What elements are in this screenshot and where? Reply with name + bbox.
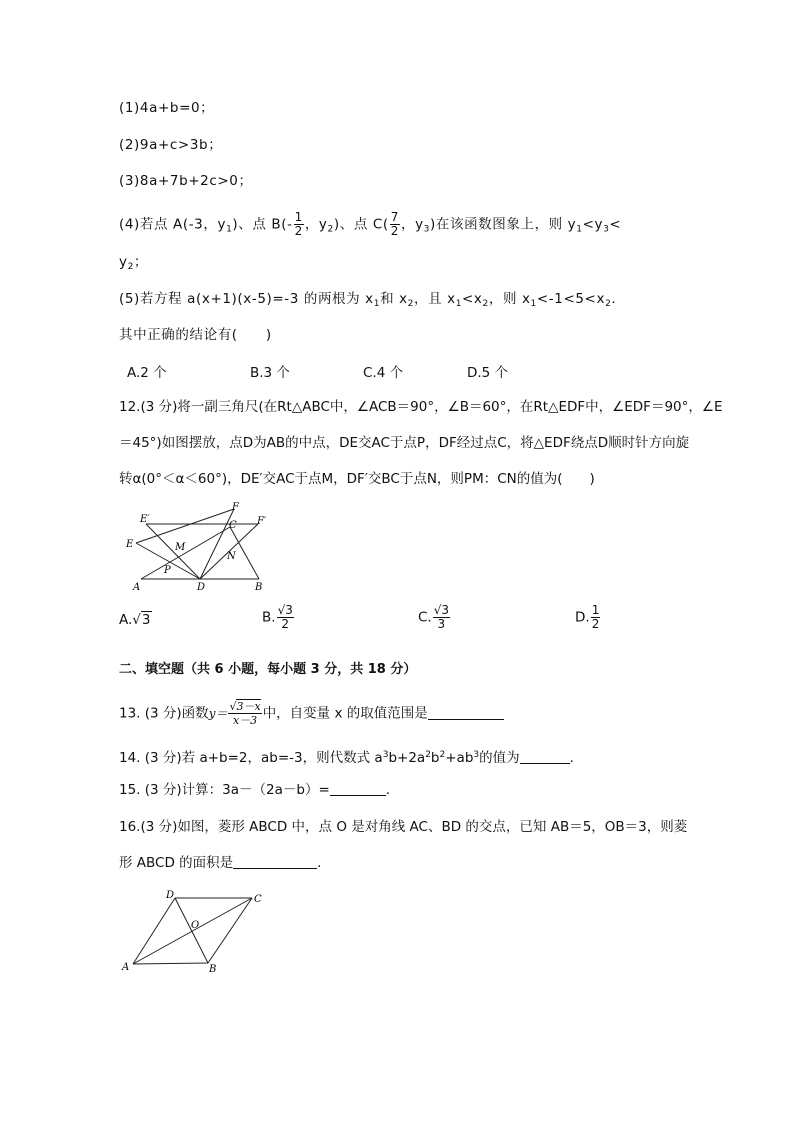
text: .: [569, 750, 574, 766]
subscript: 1: [530, 299, 537, 309]
text: 的值为: [479, 750, 520, 766]
fraction: [277, 604, 294, 631]
text: ，y: [304, 216, 328, 233]
numerator: √3: [433, 603, 450, 617]
subscript: 1: [226, 224, 233, 235]
label-o: O: [191, 920, 200, 931]
label-c: C: [254, 894, 262, 905]
q12-option-a[interactable]: [119, 612, 152, 628]
radicand: 3: [141, 612, 151, 628]
text: ，y: [400, 216, 424, 233]
fraction: [591, 604, 601, 631]
answer-blank[interactable]: [233, 855, 317, 869]
denominator: 2: [294, 224, 303, 238]
subscript: 2: [127, 262, 134, 272]
condition-1: (1)4a+b=0；: [119, 100, 215, 116]
q12-line-2: ＝45°)如图摆放，点D为AB的中点，DE交AC于点P，DF经过点C，将△EDF绕点D顺时针方向旋: [119, 435, 690, 451]
numerator: 1: [591, 603, 600, 617]
q15: [119, 781, 390, 799]
q11-option-d[interactable]: D.5 个: [467, 365, 509, 381]
fraction: [294, 211, 304, 238]
segment-e-prime-d: [146, 524, 200, 579]
subscript: 2: [327, 224, 334, 235]
answer-blank[interactable]: [520, 750, 570, 764]
text: ；: [133, 254, 149, 270]
condition-2: (2)9a+c>3b；: [119, 137, 223, 153]
q11-option-c[interactable]: C.4 个: [363, 365, 404, 381]
q12-option-b[interactable]: [262, 604, 295, 631]
radicand: 3: [441, 603, 450, 617]
question-prompt: 其中正确的结论有( ): [119, 327, 272, 343]
option-letter: D.: [575, 609, 590, 626]
numerator: 1: [294, 210, 303, 224]
q14: [119, 746, 574, 767]
condition-4: [119, 211, 621, 239]
text: 中，自变量 x 的取值范围是: [262, 705, 428, 722]
answer-blank[interactable]: [428, 706, 504, 720]
text: ，则 x: [488, 291, 531, 307]
radicand: 3－x: [236, 700, 261, 713]
label-m: M: [175, 542, 186, 553]
subscript: 2: [482, 299, 489, 309]
text: <-1<5<x: [536, 291, 606, 307]
text: .: [317, 855, 322, 871]
diagonal-ac: [133, 898, 252, 964]
q11-option-a[interactable]: A.2 个: [127, 365, 167, 381]
fraction: [433, 604, 450, 631]
text: (5)若方程 a(x+1)(x-5)=-3 的两根为 x: [119, 291, 374, 307]
text: 形 ABCD 的面积是: [119, 855, 234, 871]
label-e: E: [126, 539, 134, 550]
option-letter: B.: [262, 609, 276, 626]
text: b+2a: [388, 750, 426, 766]
fraction: [228, 700, 261, 727]
text: 15. (3 分)计算：3a－（2a－b）=: [119, 782, 330, 798]
q12-line-3: 转α(0°＜α＜60°)，DE′交AC于点M，DF′交BC于点N，则PM：CN的值为( ): [119, 471, 595, 487]
q13: [119, 700, 504, 727]
text: b: [430, 750, 440, 766]
fraction: [390, 211, 400, 238]
text: )、点 B(-: [232, 216, 293, 233]
option-letter: C.: [418, 609, 432, 626]
segment-ef: [136, 509, 234, 543]
superscript: 2: [439, 750, 446, 760]
segment-ab: [133, 963, 208, 964]
sqrt: √3: [132, 612, 151, 628]
label-a: A: [122, 962, 130, 973]
q11-option-b[interactable]: B.3 个: [250, 365, 290, 381]
function-name: y＝: [208, 706, 228, 721]
denominator: 3: [437, 617, 446, 631]
subscript: 1: [373, 299, 381, 309]
text: ，且 x: [414, 291, 456, 307]
q12-option-d[interactable]: [575, 604, 601, 631]
subscript: 3: [603, 224, 610, 235]
text: )在该函数图象上，则 y: [430, 216, 577, 233]
numerator: √3－x: [229, 700, 261, 713]
denominator: 2: [591, 617, 600, 631]
denominator: x－3: [232, 714, 258, 727]
q12-line-1: 12.(3 分)将一副三角尺(在Rt△ABC中，∠ACB＝90°，∠B＝60°，在Rt△EDF中，∠EDF＝90°，∠E: [119, 399, 723, 415]
superscript: 3: [382, 750, 389, 760]
q16-line-2: [119, 854, 321, 872]
q12-option-c[interactable]: [418, 604, 451, 631]
condition-3: (3)8a+7b+2c>0；: [119, 173, 253, 189]
text: 和 x: [380, 291, 408, 307]
segment-da: [133, 898, 175, 964]
denominator: 2: [390, 224, 399, 238]
text: <x: [462, 291, 483, 307]
text: y: [119, 254, 128, 270]
condition-4-cont: [119, 253, 148, 276]
denominator: 2: [281, 617, 290, 631]
text: <y: [582, 216, 604, 233]
label-e-prime: E′: [140, 514, 150, 525]
superscript: 3: [473, 750, 480, 760]
label-d: D: [197, 582, 206, 593]
subscript: 2: [605, 299, 612, 309]
numerator: √3: [277, 603, 293, 617]
label-d: D: [166, 890, 175, 901]
label-f-prime: F′: [257, 516, 267, 527]
label-b: B: [209, 964, 217, 975]
q16-figure: [118, 888, 268, 978]
radicand: 3: [285, 603, 293, 617]
label-n: N: [227, 551, 236, 562]
segment-bc: [208, 898, 252, 963]
label-p: P: [164, 565, 171, 576]
q12-figure: [118, 500, 278, 595]
text: (4)若点 A(-3，y: [119, 216, 227, 233]
label-b: B: [255, 582, 263, 593]
answer-blank[interactable]: [330, 782, 386, 796]
label-c: C: [229, 520, 237, 531]
text: )、点 C(: [333, 216, 389, 233]
text: 13. (3 分)函数: [119, 705, 209, 722]
subscript: 3: [423, 224, 430, 235]
text: <: [609, 216, 622, 233]
superscript: 2: [425, 750, 431, 760]
text: +ab: [445, 750, 474, 766]
condition-5: [119, 290, 616, 313]
section-heading: 二、填空题（共 6 小题，每小题 3 分，共 18 分）: [119, 662, 417, 677]
label-a: A: [133, 582, 141, 593]
subscript: 1: [576, 224, 583, 235]
label-f: F: [232, 502, 239, 513]
numerator: 7: [390, 210, 399, 224]
q16-line-1: 16.(3 分)如图，菱形 ABCD 中，点 O 是对角线 AC、BD 的交点，已知 AB＝5，OB＝3，则菱: [119, 819, 688, 835]
text: 14. (3 分)若 a+b=2，ab=-3，则代数式 a: [119, 750, 383, 766]
subscript: 1: [455, 299, 463, 309]
text: .: [611, 291, 617, 307]
subscript: 2: [407, 299, 414, 309]
text: .: [385, 782, 391, 798]
option-letter: A.: [119, 612, 133, 628]
